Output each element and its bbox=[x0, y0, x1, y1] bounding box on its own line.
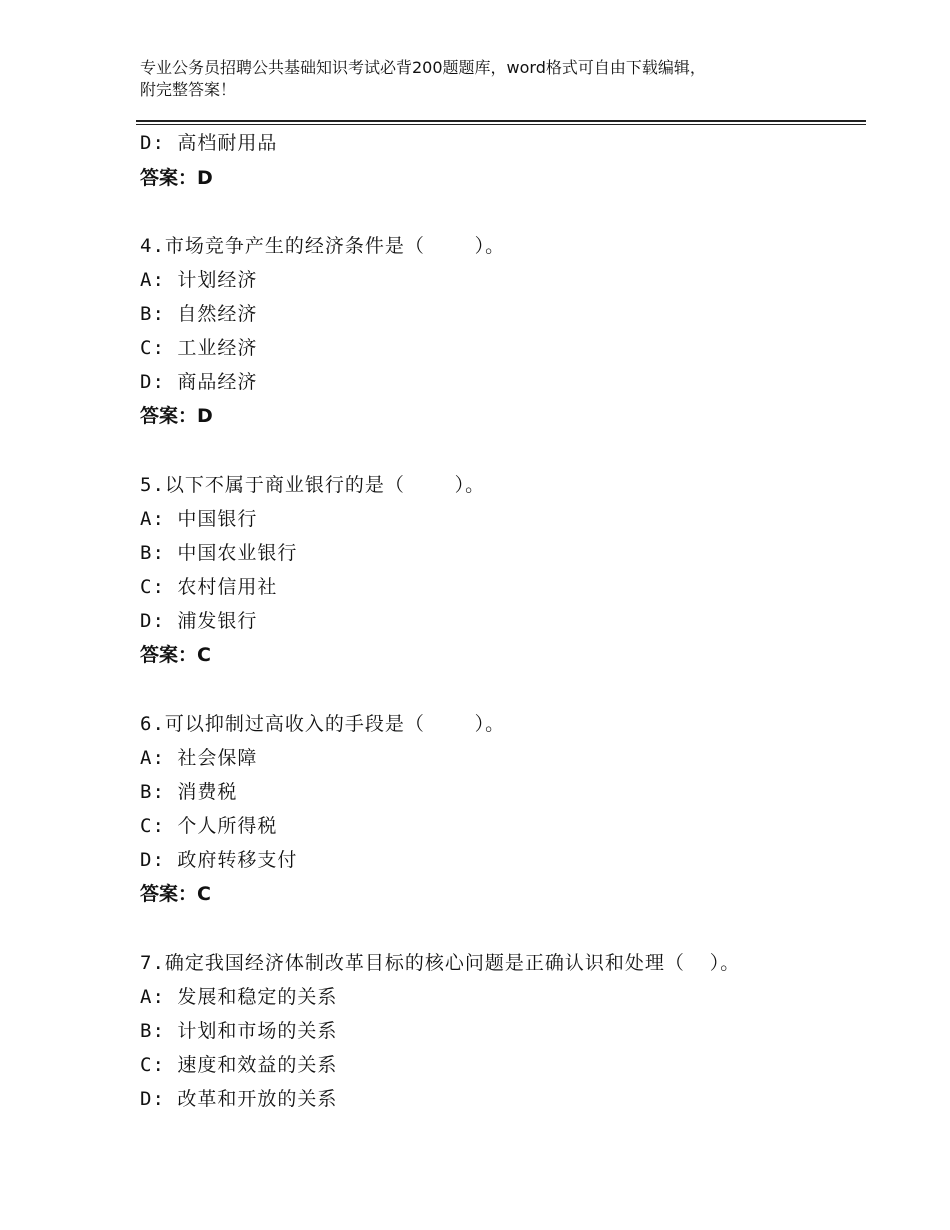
q6-question: 6.可以抑制过高收入的手段是（ ）。 bbox=[140, 713, 506, 735]
q7-option-a: A: 发展和稳定的关系 bbox=[140, 986, 338, 1008]
q4-option-b: B: 自然经济 bbox=[140, 303, 258, 325]
q4-answer: 答案：D bbox=[140, 405, 213, 427]
q7-option-c: C: 速度和效益的关系 bbox=[140, 1054, 338, 1076]
q6-option-c: C: 个人所得税 bbox=[140, 815, 278, 837]
q5-option-a: A: 中国银行 bbox=[140, 508, 258, 530]
page-header bbox=[140, 57, 840, 101]
q4-option-c: C: 工业经济 bbox=[140, 337, 258, 359]
q3-option-d: D: 高档耐用品 bbox=[140, 132, 278, 154]
q5-option-b: B: 中国农业银行 bbox=[140, 542, 298, 564]
q6-option-a: A: 社会保障 bbox=[140, 747, 258, 769]
q4-option-d: D: 商品经济 bbox=[140, 371, 258, 393]
q4-option-a: A: 计划经济 bbox=[140, 269, 258, 291]
q4-question: 4.市场竞争产生的经济条件是（ ）。 bbox=[140, 235, 506, 257]
q5-question: 5.以下不属于商业银行的是（ ）。 bbox=[140, 474, 486, 496]
q6-option-d: D: 政府转移支付 bbox=[140, 849, 298, 871]
q7-option-b: B: 计划和市场的关系 bbox=[140, 1020, 338, 1042]
header-title-line-2: 附完整答案！ bbox=[140, 80, 237, 99]
q3-answer: 答案：D bbox=[140, 167, 213, 189]
header-title-line-1: 专业公务员招聘公共基础知识考试必背200题题库，word格式可自由下载编辑， bbox=[140, 58, 706, 77]
q5-answer: 答案：C bbox=[140, 644, 211, 666]
q6-option-b: B: 消费税 bbox=[140, 781, 238, 803]
q7-option-d: D: 改革和开放的关系 bbox=[140, 1088, 338, 1110]
q5-option-c: C: 农村信用社 bbox=[140, 576, 278, 598]
header-divider bbox=[136, 120, 866, 125]
q6-answer: 答案：C bbox=[140, 883, 211, 905]
q7-question: 7.确定我国经济体制改革目标的核心问题是正确认识和处理（ ）。 bbox=[140, 952, 741, 974]
q5-option-d: D: 浦发银行 bbox=[140, 610, 258, 632]
